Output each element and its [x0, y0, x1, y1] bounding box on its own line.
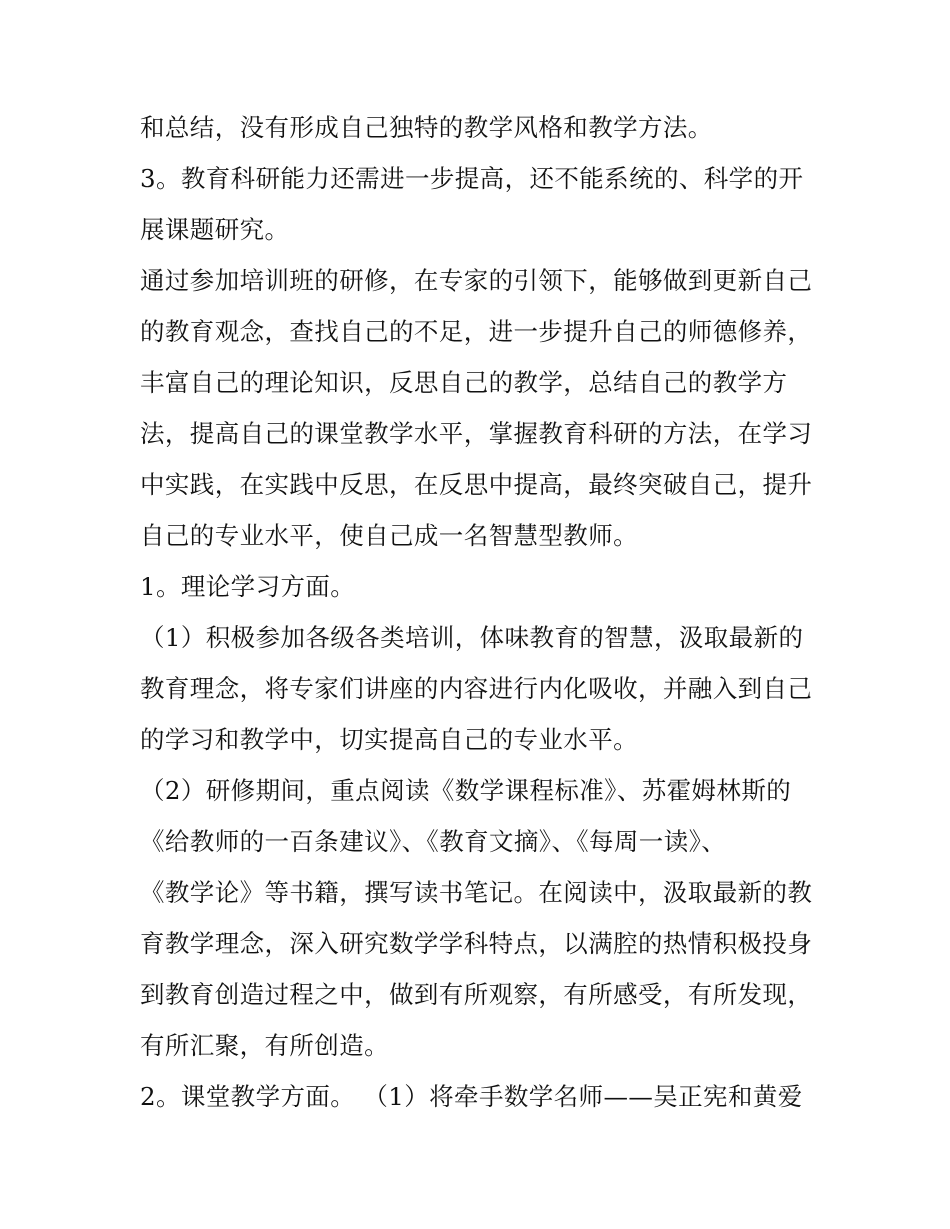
text-line: 《教学论》等书籍，撰写读书笔记。在阅读中，汲取最新的教	[140, 878, 813, 907]
text-line: 教育理念，将专家们讲座的内容进行内化吸收，并融入到自己	[140, 674, 813, 703]
text-line: 中实践，在实践中反思，在反思中提高，最终突破自己，提升	[140, 470, 813, 499]
text-line: 1。理论学习方面。	[140, 572, 356, 601]
text-line: 通过参加培训班的研修，在专家的引领下，能够做到更新自己	[140, 266, 813, 295]
text-line: 的教育观念，查找自己的不足，进一步提升自己的师德修养，	[140, 317, 813, 346]
text-line: （2）研修期间，重点阅读《数学课程标准》、苏霍姆林斯的	[140, 776, 792, 805]
text-line: 育教学理念，深入研究数学学科特点，以满腔的热情积极投身	[140, 929, 813, 958]
text-line: 自己的专业水平，使自己成一名智慧型教师。	[140, 521, 638, 550]
text-line: 有所汇聚，有所创造。	[140, 1031, 389, 1060]
text-line: 《给教师的一百条建议》、《教育文摘》、《每周一读》、	[140, 827, 727, 856]
text-line: 丰富自己的理论知识，反思自己的教学，总结自己的教学方	[140, 368, 788, 397]
text-line: 法，提高自己的课堂教学水平，掌握教育科研的方法，在学习	[140, 419, 813, 448]
text-line: 的学习和教学中，切实提高自己的专业水平。	[140, 725, 638, 754]
text-line: 到教育创造过程之中，做到有所观察，有所感受，有所发现，	[140, 980, 813, 1009]
text-line: （1）积极参加各级各类培训，体味教育的智慧，汲取最新的	[140, 623, 804, 652]
text-line: 2。课堂教学方面。 （1）将牵手数学名师——吴正宪和黄爱	[140, 1082, 803, 1111]
text-line: 和总结，没有形成自己独特的教学风格和教学方法。	[140, 113, 713, 142]
text-line: 展课题研究。	[140, 215, 290, 244]
text-line: 3。教育科研能力还需进一步提高，还不能系统的、科学的开	[140, 164, 804, 193]
